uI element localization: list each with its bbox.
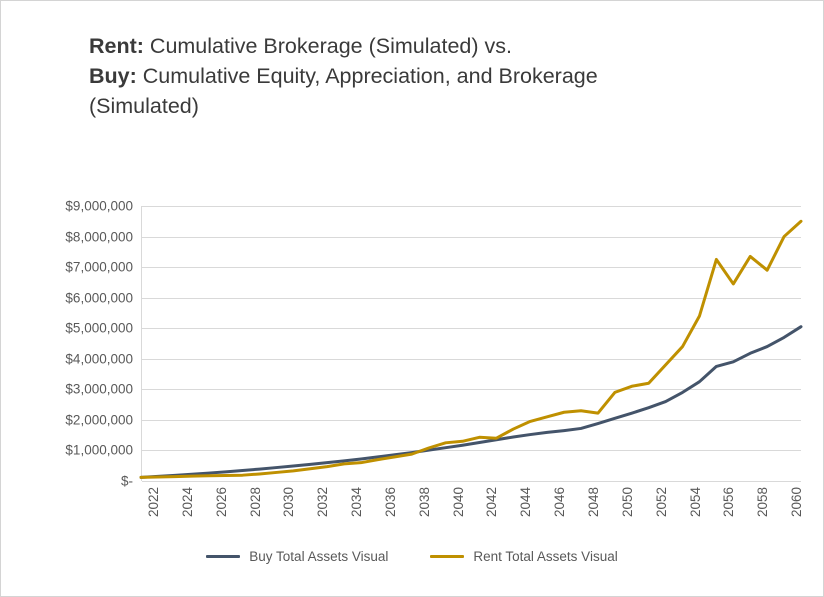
legend-swatch — [430, 555, 464, 558]
y-axis-tick-label: $- — [120, 473, 133, 489]
x-axis-tick-label: 2034 — [349, 487, 365, 518]
series-line — [141, 327, 801, 478]
x-axis-tick-label: 2050 — [619, 487, 635, 518]
chart-title-line2-rest: Cumulative Equity, Appreciation, and Brokerage — [136, 64, 598, 88]
x-axis-tick-label: 2042 — [484, 487, 500, 518]
y-axis-tick-label: $5,000,000 — [65, 320, 133, 336]
x-axis-tick-label: 2024 — [179, 487, 195, 518]
chart-title-line3: (Simulated) — [89, 94, 199, 118]
legend-swatch — [206, 555, 240, 558]
legend-label: Buy Total Assets Visual — [249, 549, 389, 564]
x-axis-tick-label: 2052 — [653, 487, 669, 518]
x-axis-tick-label: 2058 — [755, 487, 771, 518]
y-axis-tick-label: $7,000,000 — [65, 259, 133, 275]
x-axis-tick-label: 2048 — [586, 487, 601, 518]
x-axis-tick-label: 2028 — [247, 487, 263, 518]
x-axis-tick-label: 2054 — [687, 487, 703, 518]
x-axis-tick-label: 2056 — [721, 487, 737, 518]
y-axis-tick-label: $2,000,000 — [65, 412, 133, 428]
legend-item[interactable] — [206, 549, 388, 564]
x-axis-tick-label: 2026 — [213, 487, 229, 518]
y-axis-tick-label: $3,000,000 — [65, 381, 133, 397]
legend-label: Rent Total Assets Visual — [473, 549, 618, 564]
x-axis-tick-label: 2036 — [382, 487, 398, 518]
chart-title-line1-strong: Rent: — [89, 34, 144, 58]
x-axis-labels — [141, 487, 805, 547]
legend-item[interactable] — [430, 549, 617, 564]
x-axis-tick-label: 2022 — [146, 487, 161, 518]
x-axis-tick-label: 2030 — [281, 487, 297, 518]
x-axis-tick-label: 2040 — [450, 487, 466, 518]
y-axis-tick-label: $1,000,000 — [65, 442, 133, 458]
y-axis-tick-label: $9,000,000 — [65, 198, 133, 214]
chart-legend — [1, 549, 823, 564]
chart-title — [89, 31, 779, 121]
y-axis-labels — [1, 198, 133, 489]
series-lines — [141, 206, 801, 481]
y-axis-tick-label: $6,000,000 — [65, 290, 133, 306]
plot-area — [141, 206, 801, 481]
x-axis-tick-label: 2038 — [416, 487, 432, 518]
x-axis-tick-label: 2046 — [552, 487, 568, 518]
y-axis-tick-label: $8,000,000 — [65, 229, 133, 245]
chart-title-line1-rest: Cumulative Brokerage (Simulated) vs. — [143, 34, 512, 58]
x-axis-tick-label: 2060 — [789, 487, 805, 518]
y-axis-tick-label: $4,000,000 — [65, 351, 133, 367]
series-line — [141, 221, 801, 477]
chart-title-line2-strong: Buy: — [89, 64, 137, 88]
x-axis-tick-label: 2044 — [518, 487, 534, 518]
gridline — [142, 481, 801, 482]
x-axis-tick-label: 2032 — [315, 487, 331, 518]
